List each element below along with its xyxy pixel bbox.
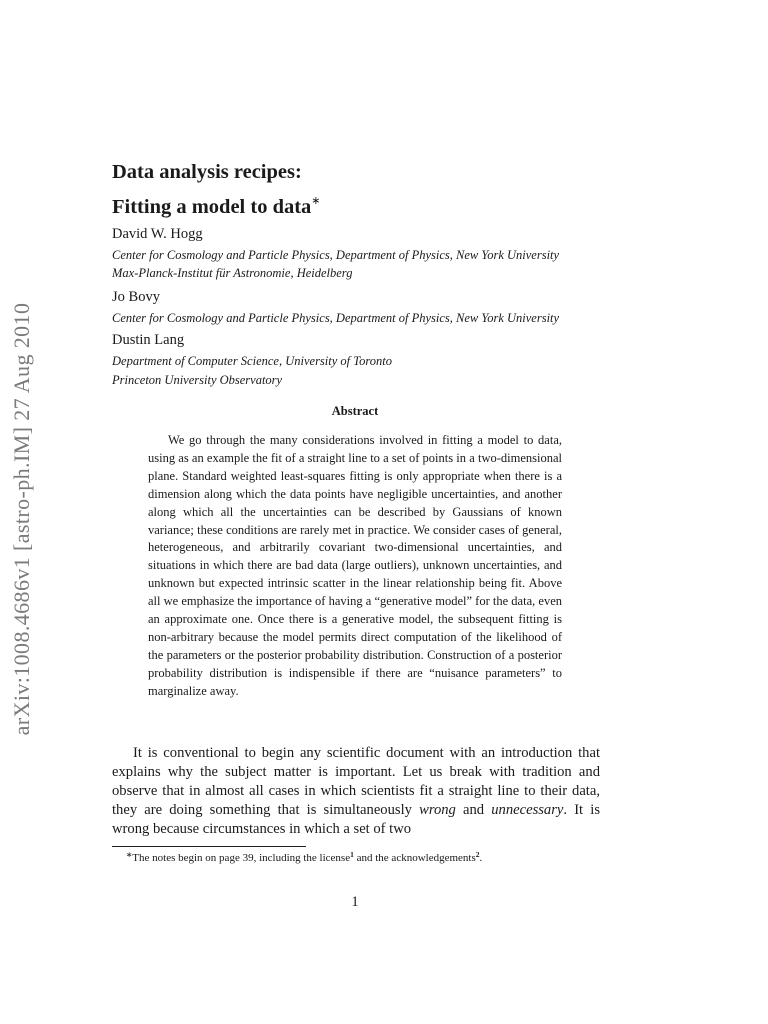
- abstract-text: We go through the many considerations involved in fitting a model to data, using as an example the fit of a straight line to a set of points in a two-dimensional plane. Standard weighted least-squares fitting is only appropriate when there is a dimension along which the data points have negligible uncertainties, and another along which all the uncertainties can be described by Gaussians of known variance; these conditions are rarely met in practice. We consider cases of general, heterogeneous, and arbitrarily covariant two-dimensional uncertainties, and situations in which there are bad data (large outliers), unknown uncertainties, and unknown but expected intrinsic scatter in the linear relationship being fit. Above all we emphasize the importance of having a “generative model” for the data, even an approximate one. Once there is a generative model, the subsequent fitting is non-arbitrary because the model permits direct computation of the likelihood of the parameters or the posterior probability distribution. Construction of a posterior probability distribution is indispensible if there are “nuisance parameters” to marginalize away.: [148, 433, 562, 698]
- footnote: [126, 850, 482, 864]
- author-name: David W. Hogg: [112, 226, 203, 242]
- footnote-text: and the acknowledgements: [353, 852, 476, 864]
- intro-emphasis: wrong: [419, 802, 456, 819]
- intro-text: and: [455, 802, 492, 819]
- footnote-license-link[interactable]: 1: [350, 850, 354, 859]
- abstract-heading: Abstract: [331, 404, 379, 418]
- footnote-marker: ∗: [126, 850, 133, 859]
- title-line-2: Fitting a model to data: [112, 196, 312, 218]
- author-affiliation: Princeton University Observatory: [112, 373, 283, 387]
- author-name: Jo Bovy: [112, 289, 160, 305]
- intro-text: . It is wrong because circumstances in which a set of two: [112, 802, 601, 838]
- intro-text: It is conventional to begin any scientific document with an introduction that explains why the subject matter is important. Let us break with tradition and observe that in almost all cases in which scientists fit a straight line to their data, they are doing something that is simultaneously: [112, 745, 600, 819]
- footnote-rule: [112, 846, 306, 847]
- footnote-text: .: [479, 852, 483, 864]
- author-affiliation: Center for Cosmology and Particle Physics, Department of Physics, New York University: [112, 311, 560, 325]
- arxiv-identifier-stamp: arXiv:1008.4686v1 [astro-ph.IM] 27 Aug 2010: [9, 302, 34, 736]
- introduction-paragraph: [112, 744, 600, 839]
- page-number: 1: [351, 894, 359, 910]
- author-name: Dustin Lang: [112, 332, 185, 348]
- title-line-1: Data analysis recipes:: [112, 161, 302, 183]
- author-affiliation: Max-Planck-Institut für Astronomie, Heidelberg: [112, 266, 353, 280]
- footnote-acknowledgements-link[interactable]: 2: [475, 850, 480, 859]
- author-affiliation: Department of Computer Science, University of Toronto: [112, 354, 392, 368]
- title-footnote-marker: ∗: [311, 195, 321, 207]
- footnote-text: The notes begin on page 39, including the license: [132, 852, 351, 864]
- author-affiliation: Center for Cosmology and Particle Physics, Department of Physics, New York University: [112, 248, 560, 262]
- intro-emphasis: unnecessary: [491, 802, 564, 819]
- paper-title: [112, 158, 321, 222]
